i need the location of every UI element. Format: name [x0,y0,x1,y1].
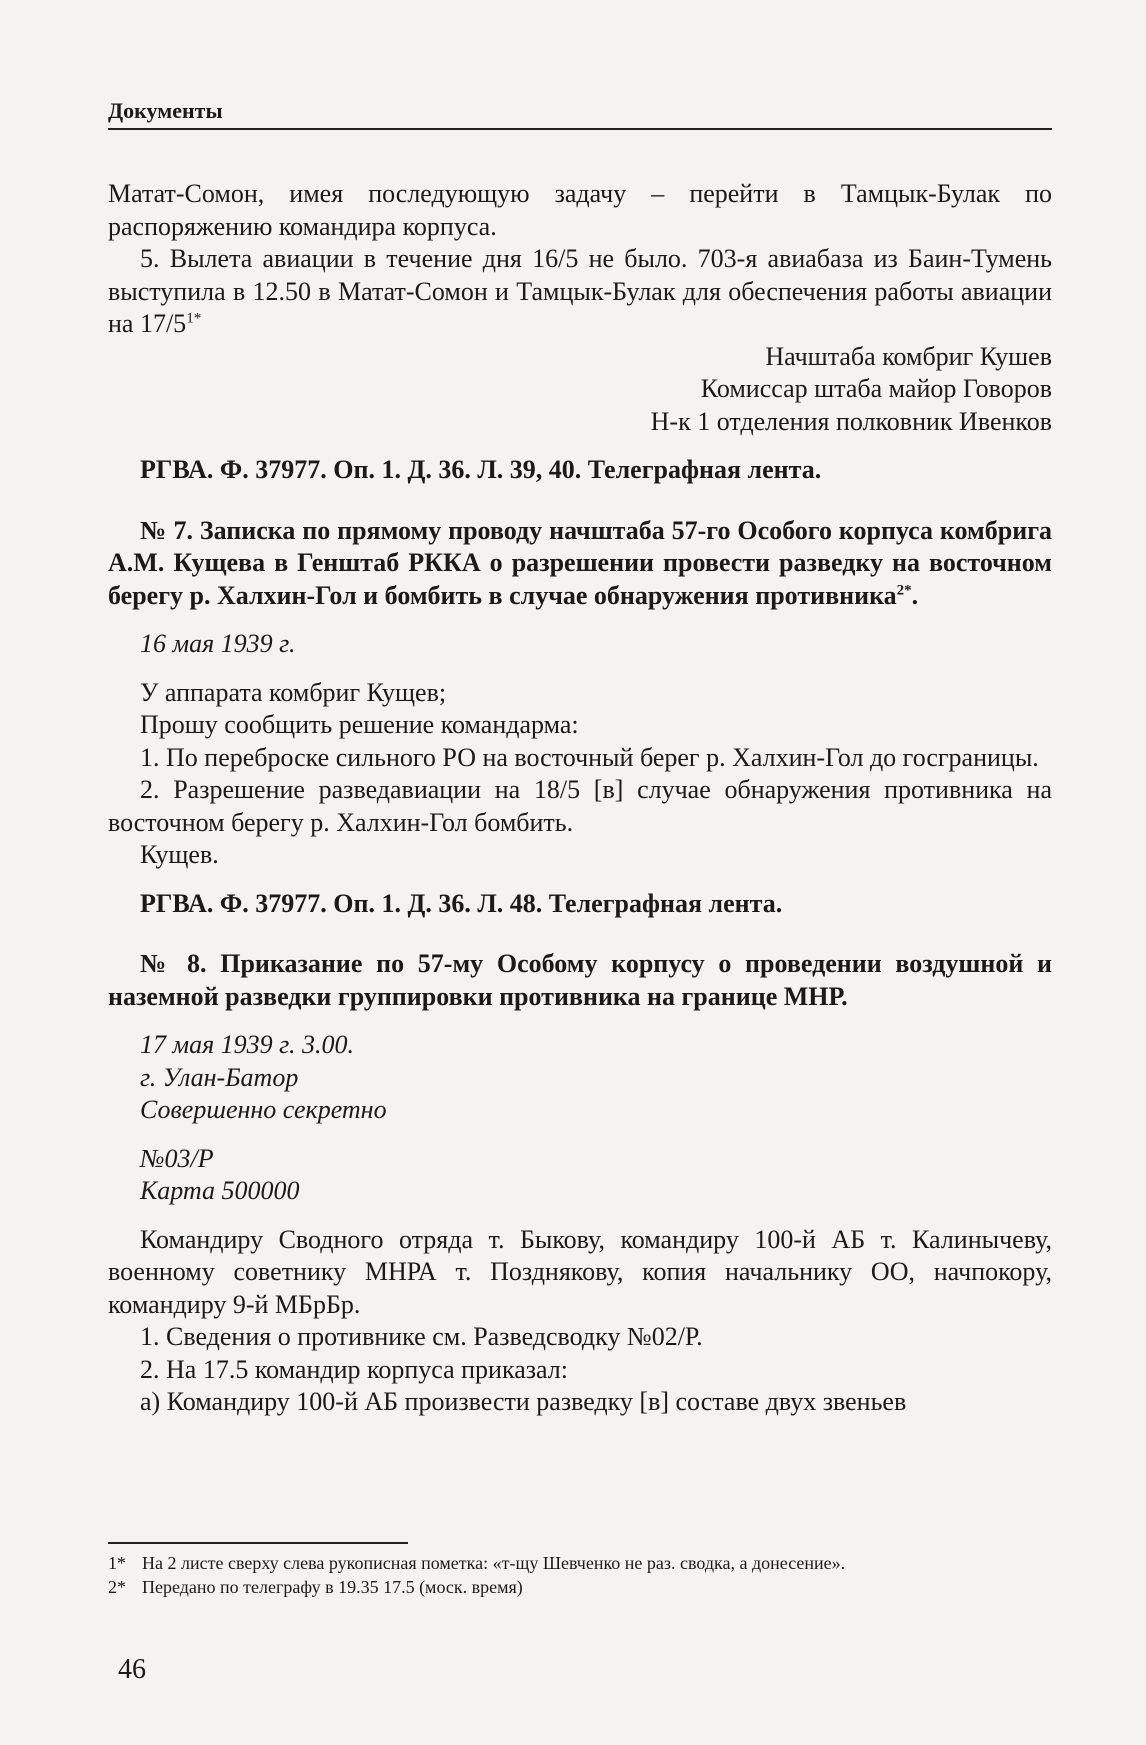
footnote-mark: 2* [108,1577,126,1597]
signature-line: Н-к 1 отделения полковник Ивенков [650,406,1052,436]
paragraph [108,243,1052,341]
paragraph-text: 5. Вылета авиации в течение дня 16/5 не было. 703-я авиабаза из Баин-Тумень выступила в 12.50 в Матат-Сомон и Тамцык-Булак для обеспечения работы авиации на 17/5 [108,244,1052,338]
footnote [108,1575,1052,1599]
secrecy-stamp: Совершенно секретно [140,1095,387,1124]
paragraph: а) Командиру 100-й АБ произвести разведку [в] составе двух звеньев [140,1387,907,1416]
paragraph: 1. Сведения о противнике см. Разведсводку №02/Р. [140,1322,703,1351]
document-date: 16 мая 1939 г. [140,629,296,658]
paragraph: 1. По переброске сильного РО на восточный берег р. Халхин-Гол до госграницы. [140,742,1039,772]
paragraph: 2. На 17.5 командир корпуса приказал: [140,1354,568,1384]
running-header [108,98,1052,130]
paragraph: У аппарата комбриг Кущев; [140,677,447,707]
archive-source: РГВА. Ф. 37977. Оп. 1. Д. 36. Л. 48. Телеграфная лента. [140,888,783,918]
paragraph: Матат-Сомон, имея последующую задачу – перейти в Тамцык-Булак по распоряжению командира корпуса. [108,179,1052,241]
document-place: г. Улан-Батор [140,1062,299,1092]
paragraph: 2. Разрешение разведавиации на 18/5 [в] случае обнаружения противника на восточном берегу р. Халхин-Гол бомбить. [108,775,1052,837]
signature-line: Начштаба комбриг Кушев [765,341,1052,371]
page-number: 46 [118,1654,146,1685]
footnote-mark: 1* [108,1553,126,1573]
document-date: 17 мая 1939 г. 3.00. [140,1030,354,1059]
footnote-ref[interactable]: 2* [896,581,912,598]
footnotes [108,1551,1052,1599]
signature: Кущев. [140,840,219,869]
footnote-text: Передано по телеграфу в 19.35 17.5 (моск. время) [142,1577,523,1597]
signature-line: Комиссар штаба майор Говоров [700,374,1052,403]
section-title: Документы [108,98,223,123]
title-end: . [911,580,919,610]
document-title-text: № 7. Записка по прямому проводу начштаба 57-го Особого корпуса комбрига А.М. Кущева в Генштаб РККА о разрешении провести разведку на восточном берегу р. Халхин-Гол и бомбить в случае обнаружения противника [108,515,1052,610]
paragraph: Командиру Сводного отряда т. Быкову, командиру 100-й АБ т. Калинычеву, военному советнику МНРА т. Позднякову, копия начальнику ОО, начпокору, командиру 9-й МБрБр. [108,1224,1052,1319]
main-text [108,178,1052,1419]
archive-source: РГВА. Ф. 37977. Оп. 1. Д. 36. Л. 39, 40. Телеграфная лента. [140,455,822,484]
document-title: № 8. Приказание по 57-му Особому корпусу о проведении воздушной и наземной разведки группировки противника на границе МНР. [108,949,1052,1011]
document-title [108,515,1052,613]
map-reference: Карта 500000 [140,1176,300,1205]
paragraph: Прошу сообщить решение командарма: [140,710,579,739]
footnote-divider [108,1542,408,1544]
order-number: №03/Р [140,1143,214,1173]
footnote-ref[interactable]: 1* [186,310,202,327]
footnote-text: На 2 листе сверху слева рукописная пометка: «т-щу Шевченко не раз. сводка, а донесение». [142,1553,846,1573]
footnote [108,1551,1052,1575]
